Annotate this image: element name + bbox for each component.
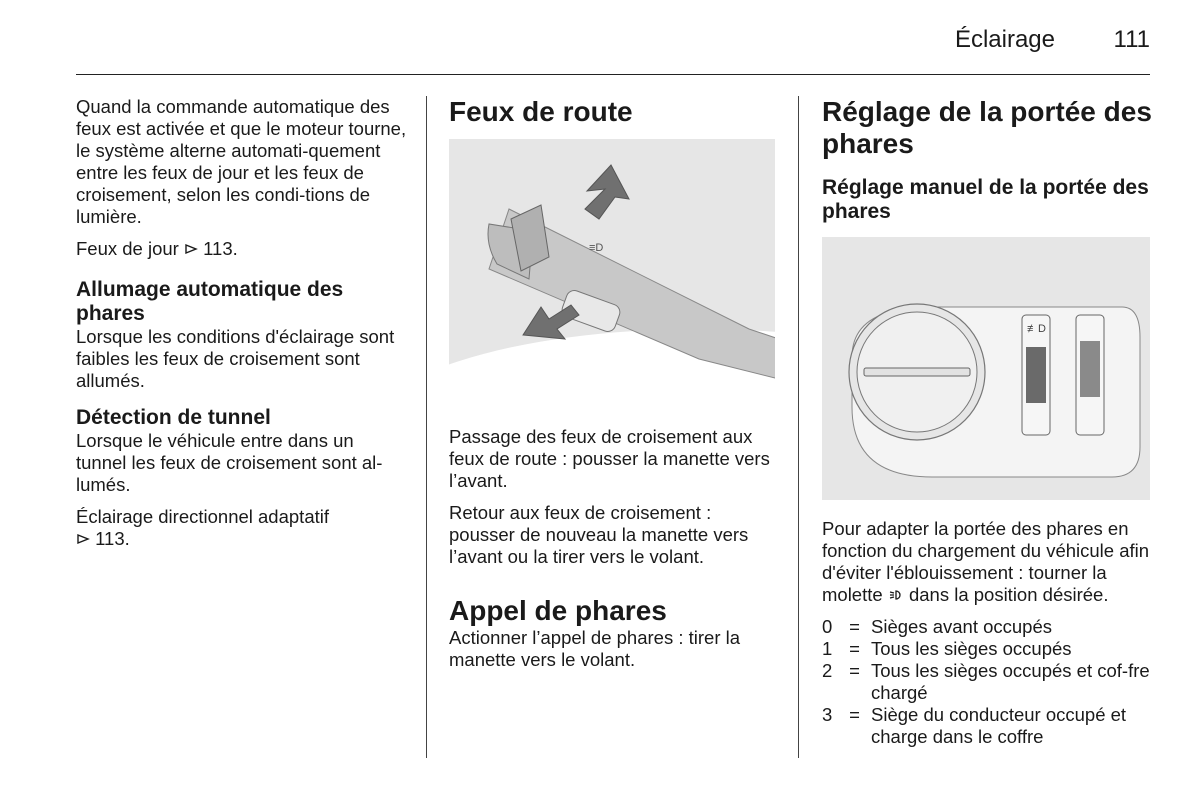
list-equals: = — [849, 704, 860, 725]
column-left — [76, 96, 408, 560]
xref-page: 113. — [203, 238, 238, 259]
triangle-arrow-icon — [184, 242, 198, 256]
header-rule — [76, 74, 1150, 75]
list-number: 0 — [822, 616, 833, 637]
list-number: 3 — [822, 704, 833, 725]
svg-text:≡D: ≡D — [589, 242, 604, 254]
triangle-arrow-icon — [76, 532, 90, 546]
column-divider-right — [798, 96, 799, 758]
load-position-list — [822, 616, 1152, 748]
cross-reference-adaptive-lighting[interactable] — [76, 506, 408, 550]
instruction-text-part2: dans la position désirée. — [908, 584, 1109, 605]
list-item — [822, 616, 1152, 638]
intro-paragraph: Quand la commande automatique des feux est activée et que le moteur tourne, le système alterne automati-quement entre les feux de jour et les feux de croisement, selon les condi-tions de lumière. — [76, 96, 407, 227]
list-number: 1 — [822, 638, 833, 659]
paragraph-return-to-low-beam: Retour aux feux de croisement : pousser de nouveau la manette vers l’avant ou la tirer vers le volant. — [449, 502, 749, 567]
headlamp-range-icon — [888, 588, 904, 602]
subheading-manual-headlamp-range: Réglage manuel de la portée des phares — [822, 176, 1149, 223]
list-text: Tous les sièges occupés et cof-fre chargé — [871, 660, 1150, 703]
column-middle — [449, 96, 777, 681]
paragraph-headlight-flash: Actionner l’appel de phares : tirer la manette vers le volant. — [449, 627, 741, 670]
list-equals: = — [849, 638, 860, 659]
list-text: Sièges avant occupés — [871, 616, 1053, 637]
list-item — [822, 704, 1152, 748]
cross-reference-daytime-lights[interactable] — [76, 238, 408, 260]
list-equals: = — [849, 660, 860, 681]
column-divider-left — [426, 96, 427, 758]
section-text-tunnel-detection: Lorsque le véhicule entre dans un tunnel les feux de croisement sont al-lumés. — [76, 430, 383, 495]
list-text: Tous les sièges occupés — [871, 638, 1072, 659]
heading-headlight-flash: Appel de phares — [449, 595, 667, 626]
heading-high-beam: Feux de route — [449, 96, 633, 127]
page-number: 111 — [1113, 26, 1150, 53]
xref-label: Éclairage directionnel adaptatif — [76, 506, 329, 527]
instruction-text-part1: Pour adapter la portée des phares en fonction du chargement du véhicule afin d'éviter l'éblouissement : tourner la molette — [822, 518, 1150, 605]
list-item — [822, 638, 1152, 660]
list-equals: = — [849, 616, 860, 637]
section-text-auto-headlights: Lorsque les conditions d'éclairage sont faibles les feux de croisement sont allumés. — [76, 326, 395, 391]
list-text: Siège du conducteur occupé et charge dans le coffre — [871, 704, 1127, 747]
list-number: 2 — [822, 660, 833, 681]
high-beam-stalk-illustration — [449, 139, 775, 404]
paragraph-headlamp-range-instruction — [822, 518, 1152, 606]
running-header-title: Éclairage — [954, 26, 1055, 53]
section-heading-auto-headlights: Allumage automatique des phares — [76, 278, 344, 325]
heading-headlamp-range: Réglage de la portée des phares — [822, 96, 1152, 159]
xref-label: Feux de jour — [76, 238, 179, 259]
xref-page: 113. — [95, 528, 130, 549]
svg-text:≢D: ≢D — [1027, 323, 1046, 335]
headlamp-range-control-illustration — [822, 237, 1150, 500]
section-heading-tunnel-detection: Détection de tunnel — [76, 406, 271, 429]
paragraph-switch-to-high-beam: Passage des feux de croisement aux feux de route : pousser la manette vers l’avant. — [449, 426, 770, 491]
list-item — [822, 660, 1152, 704]
column-right — [822, 96, 1152, 748]
